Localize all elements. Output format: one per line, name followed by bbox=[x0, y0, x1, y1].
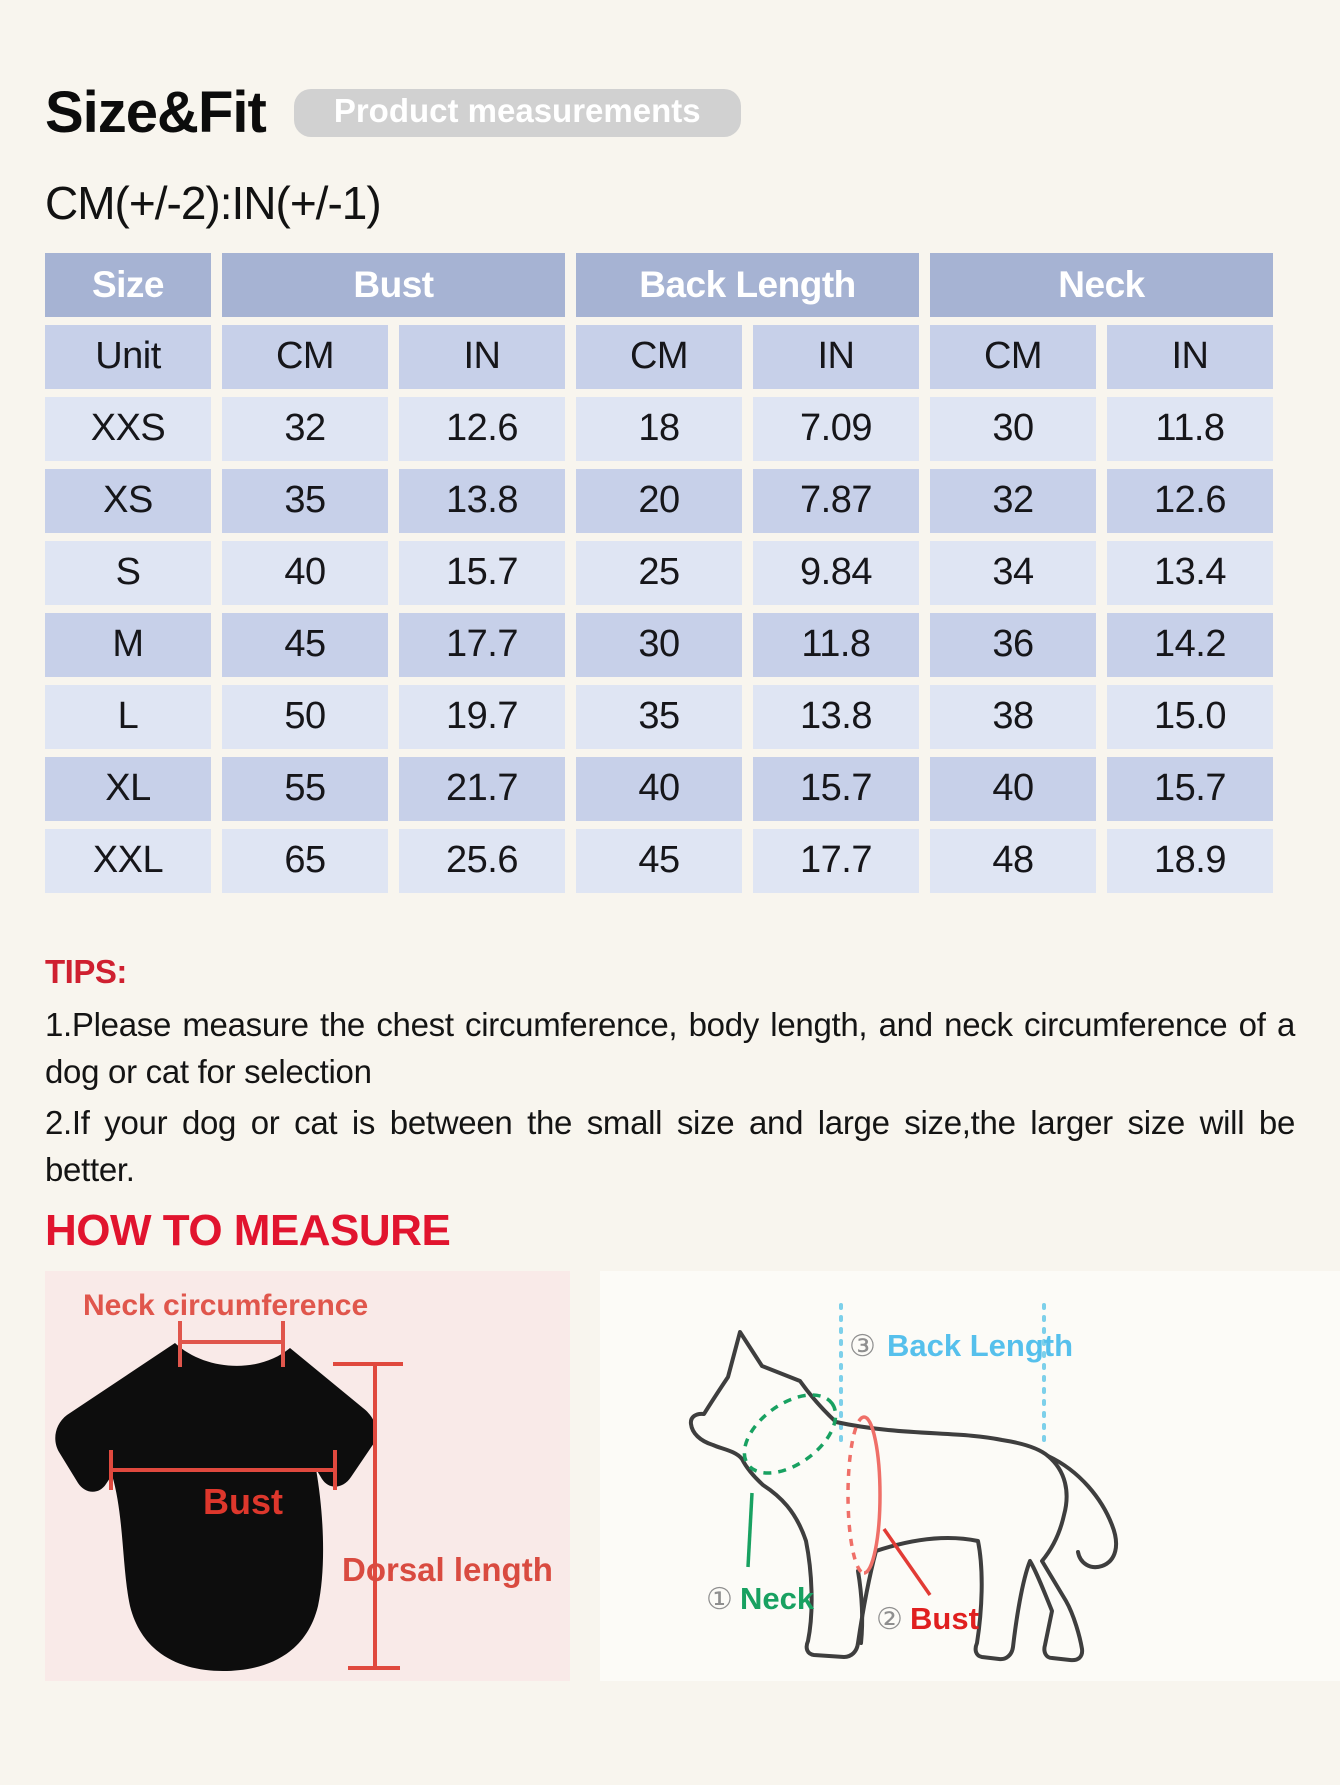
value-cell: 15.7 bbox=[753, 757, 919, 821]
value-cell: 15.7 bbox=[1107, 757, 1273, 821]
value-cell: 32 bbox=[222, 397, 388, 461]
value-cell: 7.87 bbox=[753, 469, 919, 533]
size-cell: XXS bbox=[45, 397, 211, 461]
value-cell: IN bbox=[1107, 325, 1273, 389]
header-bust: Bust bbox=[222, 253, 565, 317]
table-row-xxl bbox=[45, 829, 1273, 893]
size-cell: XXL bbox=[45, 829, 211, 893]
dog-bust-label: Bust bbox=[910, 1600, 979, 1636]
value-cell: 25.6 bbox=[399, 829, 565, 893]
value-cell: 7.09 bbox=[753, 397, 919, 461]
dog-neck-label: Neck bbox=[740, 1580, 815, 1616]
value-cell: 18.9 bbox=[1107, 829, 1273, 893]
size-cell: XL bbox=[45, 757, 211, 821]
value-cell: 34 bbox=[930, 541, 1096, 605]
neck-circumference-label: Neck circumference bbox=[83, 1288, 369, 1322]
value-cell: 13.8 bbox=[753, 685, 919, 749]
value-cell: IN bbox=[753, 325, 919, 389]
value-cell: 21.7 bbox=[399, 757, 565, 821]
size-cell: M bbox=[45, 613, 211, 677]
value-cell: 20 bbox=[576, 469, 742, 533]
table-row-xl bbox=[45, 757, 1273, 821]
value-cell: 32 bbox=[930, 469, 1096, 533]
tips-heading: TIPS: bbox=[45, 952, 127, 990]
dog-diagram bbox=[600, 1271, 1340, 1681]
dorsal-length-label: Dorsal length bbox=[342, 1550, 553, 1588]
tip-item-1: 1.Please measure the chest circumference, body length, and neck circumference of a dog or cat for selection bbox=[45, 1005, 1295, 1090]
value-cell: 19.7 bbox=[399, 685, 565, 749]
header bbox=[0, 0, 1340, 145]
value-cell: 14.2 bbox=[1107, 613, 1273, 677]
value-cell: IN bbox=[399, 325, 565, 389]
header-neck: Neck bbox=[930, 253, 1273, 317]
value-cell: 25 bbox=[576, 541, 742, 605]
header-back-length: Back Length bbox=[576, 253, 919, 317]
value-cell: 50 bbox=[222, 685, 388, 749]
back-length-circled-number: ③ bbox=[849, 1329, 876, 1363]
product-measurements-badge: Product measurements bbox=[294, 89, 741, 137]
bust-label: Bust bbox=[203, 1480, 283, 1522]
value-cell: 30 bbox=[576, 613, 742, 677]
value-cell: 35 bbox=[222, 469, 388, 533]
table-row-xxs bbox=[45, 397, 1273, 461]
garment-diagram bbox=[45, 1271, 570, 1681]
size-cell: L bbox=[45, 685, 211, 749]
value-cell: 15.0 bbox=[1107, 685, 1273, 749]
value-cell: 11.8 bbox=[1107, 397, 1273, 461]
size-cell: XS bbox=[45, 469, 211, 533]
value-cell: 45 bbox=[222, 613, 388, 677]
value-cell: 13.8 bbox=[399, 469, 565, 533]
header-size: Size bbox=[45, 253, 211, 317]
value-cell: 40 bbox=[222, 541, 388, 605]
table-row-m bbox=[45, 613, 1273, 677]
how-to-measure-heading: HOW TO MEASURE bbox=[45, 1205, 451, 1255]
bust-circled-number: ② bbox=[876, 1602, 903, 1636]
table-row-unit bbox=[45, 325, 1273, 389]
tip-item-2: 2.If your dog or cat is between the small size and large size,the larger size will be better. bbox=[45, 1103, 1295, 1188]
value-cell: 35 bbox=[576, 685, 742, 749]
size-cell: S bbox=[45, 541, 211, 605]
value-cell: 40 bbox=[930, 757, 1096, 821]
tips-section bbox=[45, 953, 1295, 1193]
value-cell: 15.7 bbox=[399, 541, 565, 605]
table-row-xs bbox=[45, 469, 1273, 533]
value-cell: 9.84 bbox=[753, 541, 919, 605]
table-row-l bbox=[45, 685, 1273, 749]
value-cell: 45 bbox=[576, 829, 742, 893]
measure-figures bbox=[45, 1271, 1340, 1681]
value-cell: 38 bbox=[930, 685, 1096, 749]
back-length-label: Back Length bbox=[887, 1327, 1074, 1363]
value-cell: 40 bbox=[576, 757, 742, 821]
value-cell: 12.6 bbox=[399, 397, 565, 461]
size-table-body bbox=[45, 325, 1273, 893]
value-cell: 17.7 bbox=[399, 613, 565, 677]
size-table bbox=[34, 245, 1284, 901]
value-cell: CM bbox=[930, 325, 1096, 389]
value-cell: 30 bbox=[930, 397, 1096, 461]
value-cell: 11.8 bbox=[753, 613, 919, 677]
value-cell: 65 bbox=[222, 829, 388, 893]
value-cell: 36 bbox=[930, 613, 1096, 677]
size-cell: Unit bbox=[45, 325, 211, 389]
value-cell: 17.7 bbox=[753, 829, 919, 893]
page-title: Size&Fit bbox=[45, 80, 266, 145]
value-cell: 12.6 bbox=[1107, 469, 1273, 533]
value-cell: 55 bbox=[222, 757, 388, 821]
table-row-s bbox=[45, 541, 1273, 605]
neck-circled-number: ① bbox=[706, 1582, 733, 1616]
value-cell: CM bbox=[222, 325, 388, 389]
value-cell: CM bbox=[576, 325, 742, 389]
value-cell: 13.4 bbox=[1107, 541, 1273, 605]
tolerance-note: CM(+/-2):IN(+/-1) bbox=[45, 177, 381, 229]
value-cell: 18 bbox=[576, 397, 742, 461]
size-table-head-row bbox=[45, 253, 1273, 317]
value-cell: 48 bbox=[930, 829, 1096, 893]
